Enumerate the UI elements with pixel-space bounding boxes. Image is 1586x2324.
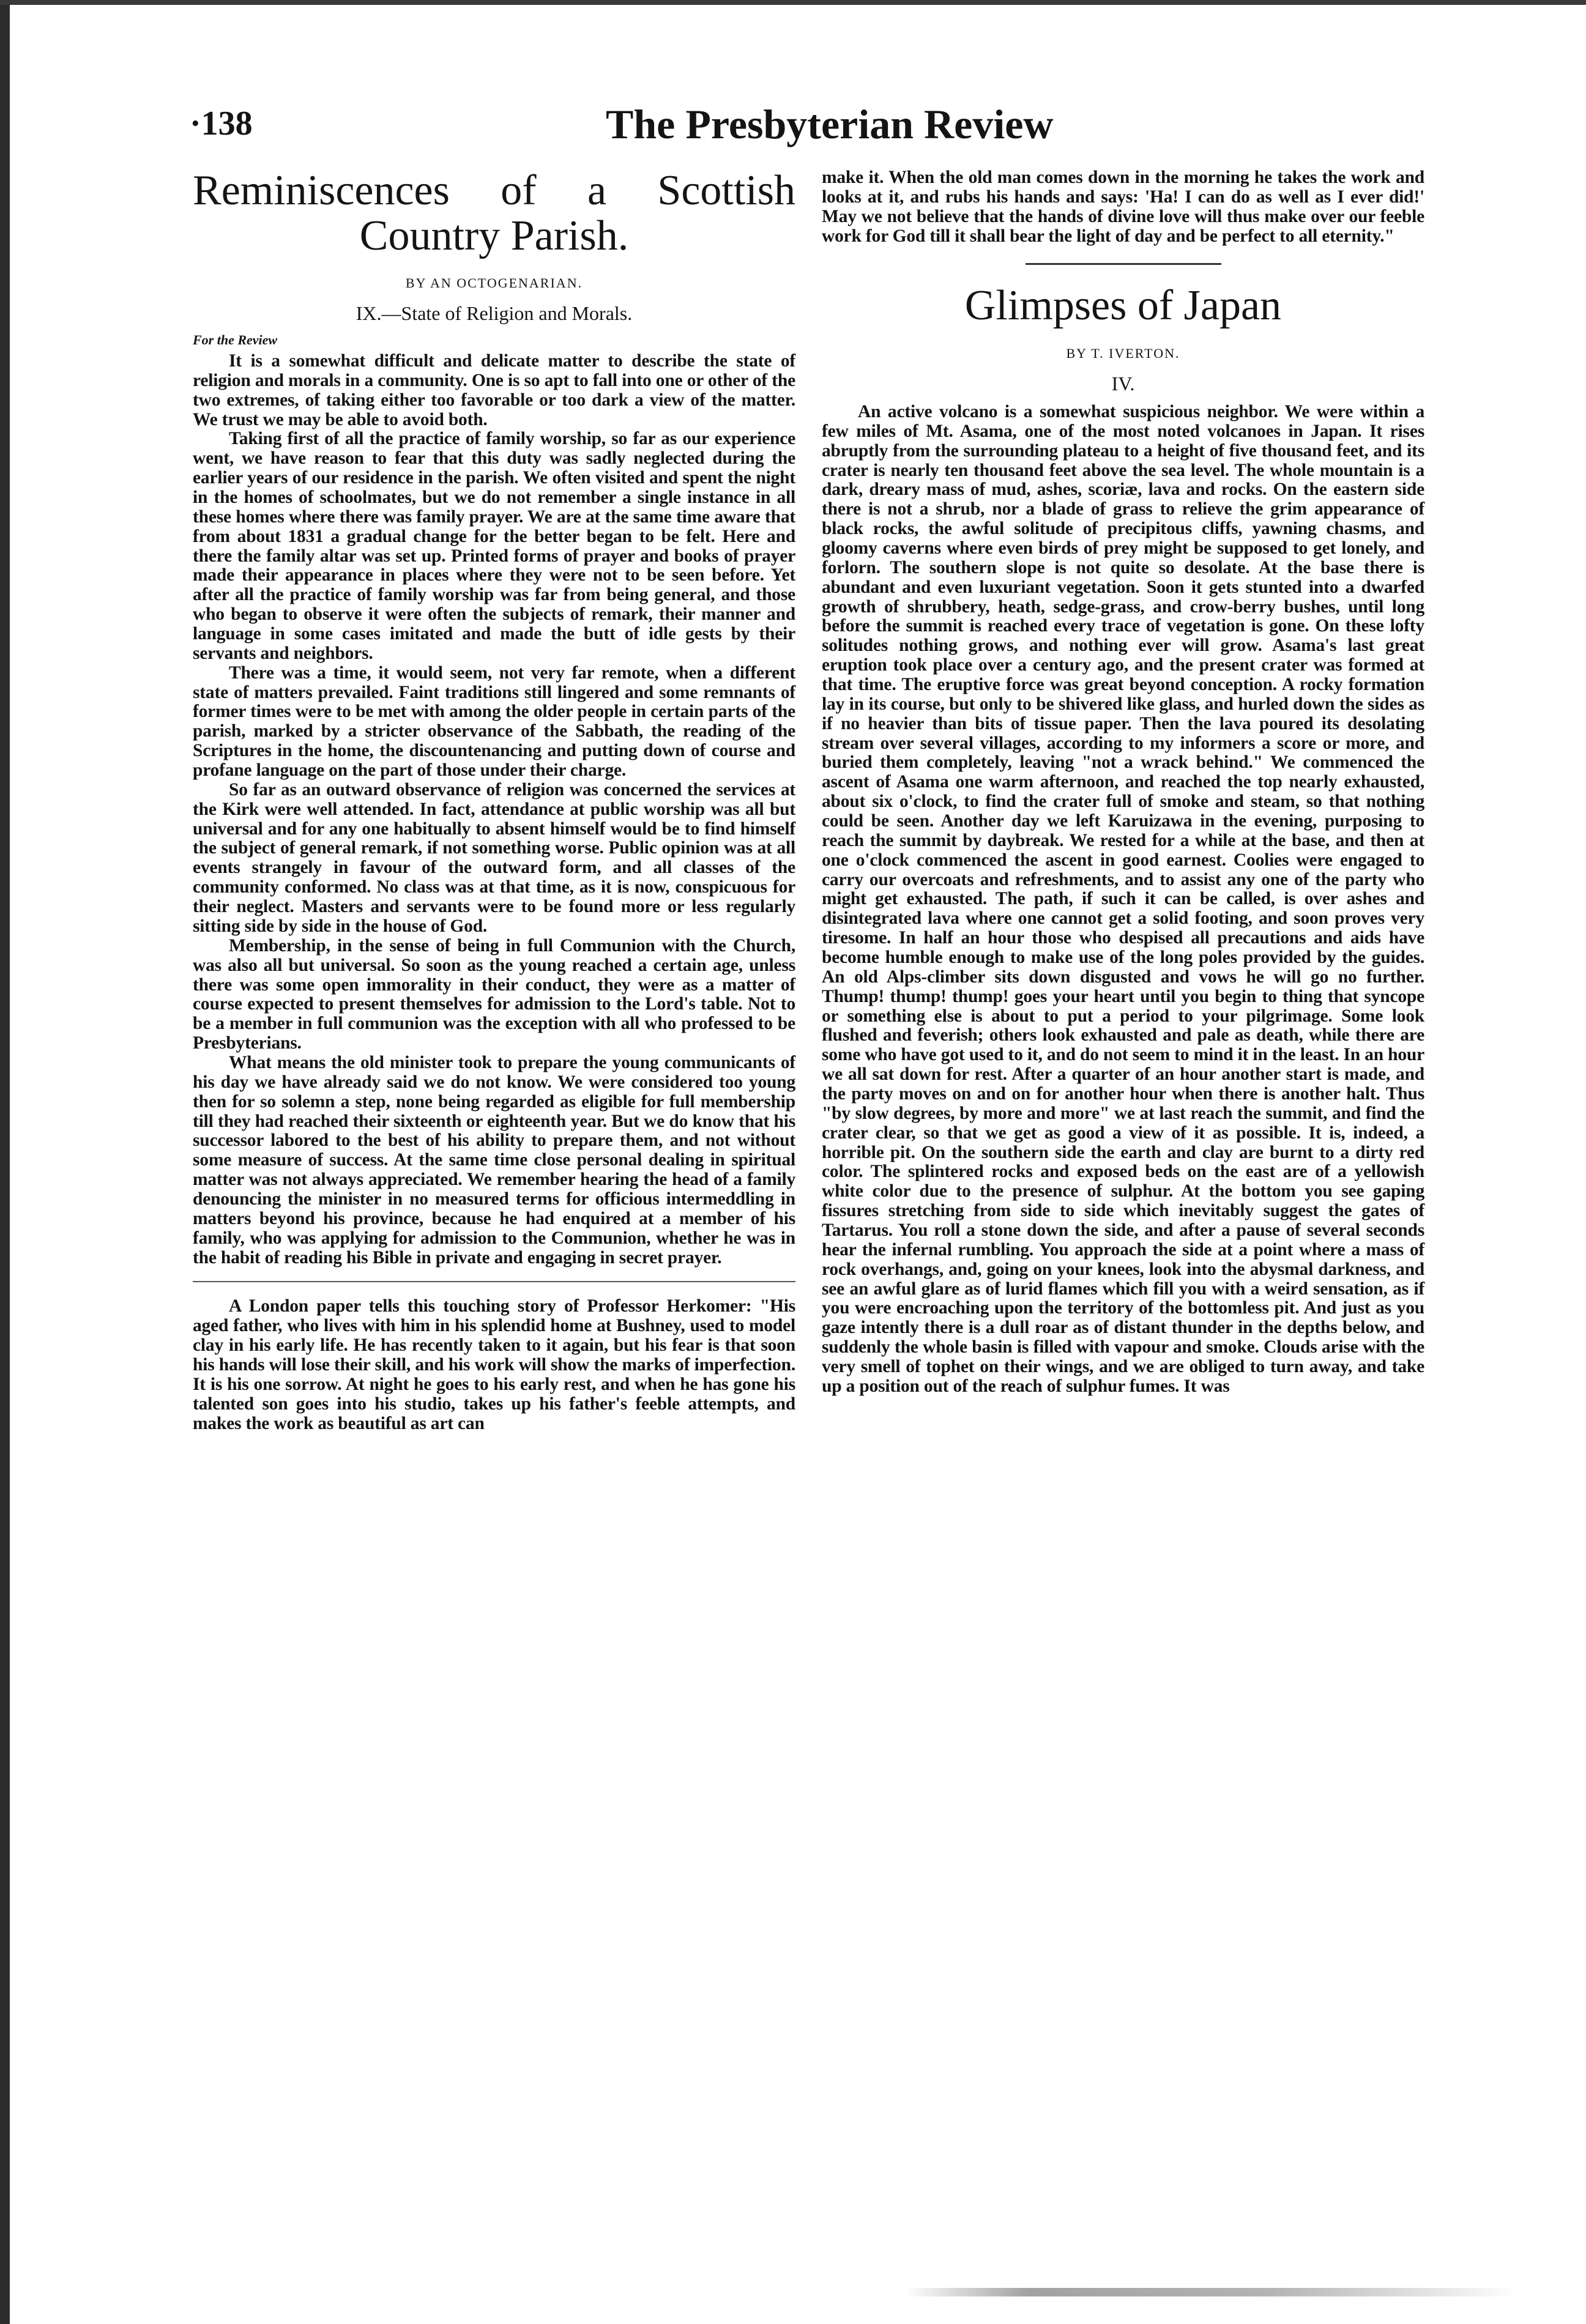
left-column	[193, 168, 795, 1433]
paragraph-1: It is a somewhat difficult and delicate matter to describe the state of religion and morals in a community. One is so apt to fall into one or other of the two extremes, of taking either too favorable or too dark a view of the matter. We trust we may be able to avoid both.	[193, 351, 795, 429]
scan-bottom-smudge	[906, 2288, 1517, 2296]
paragraph-6: What means the old minister took to prepare the young communicants of his day we have already said we do not know. We were considered too young then for so solemn a step, none being regarded as eligible for full membership till they had reached their sixteenth or eighteenth year. But we do know that his successor labored to the best of his ability to prepare them, and not without some measure of success. At the same time close personal dealing in spiritual matter was not always appreciated. We remember hearing the head of a family denouncing the minister in no measured terms for officious intermeddling in matters beyond his province, because he had enquired at a member of his family, who was applying for admission to the Communion, whether he was in the habit of reading his Bible in private and engaging in secret prayer.	[193, 1052, 795, 1268]
article-separator-rule	[1026, 263, 1221, 265]
paragraph-2: Taking first of all the practice of family worship, so far as our experience went, we have reason to fear that this duty was sadly neglected during the earlier years of our residence in the parish. We often visited and spent the night in the homes of schoolmates, but we do not remember a single instance in all these homes where there was family prayer. We are at the same time aware that from about 1831 a gradual change for the better began to be felt. Here and there the family altar was set up. Printed forms of prayer and books of prayer made their appearance in places where they were not to be seen before. Yet after all the practice of family worship was far from being general, and those who began to observe it were often the subjects of remark, their manner and language in some cases imitated and made the butt of idle gests by their servants and neighbors.	[193, 429, 795, 663]
paragraph-3: There was a time, it would seem, not very far remote, when a different state of matters prevailed. Faint traditions still lingered and some remnants of former times were to be met with among the older people in certain parts of the parish, marked by a stricter observance of the Sabbath, the reading of the Scriptures in the home, the discountenancing and putting down of course and profane language on the part of those under their charge.	[193, 663, 795, 781]
section-heading-ix: IX.—State of Religion and Morals.	[356, 302, 633, 324]
paragraph-5: Membership, in the sense of being in full Communion with the Church, was also all but universal. So soon as the young reached a certain age, unless there was some open immorality in their conduct, they were as a matter of course expected to present themselves for admission to the Lord's table. Not to be a member in full communion was the exception with all who professed to be Presbyterians.	[193, 935, 795, 1053]
right-column	[822, 168, 1424, 1397]
scan-top-border	[0, 0, 1586, 5]
herkomer-continuation: make it. When the old man comes down in the morning he takes the work and looks at it, and rubs his hands and says: 'Ha! I can do as well as I ever did!' May we not believe that the hands of divine love will thus make over our feeble work for God till it shall bear the light of day and be perfect to all eternity."	[822, 168, 1424, 246]
page-number: ·138	[190, 105, 253, 143]
paragraph-4: So far as an outward observance of religion was concerned the services at the Kirk were well attended. In fact, attendance at public worship was all but universal and for any one habitually to absent himself would be to find himself the subject of general remark, if not something worse. Public opinion was at all events strangely in favour of the outward form, and all classes of the community conformed. No class was at that time, as it is now, conspicuous for their neglect. Masters and servants were to be found more or less regularly sitting side by side in the house of God.	[193, 779, 795, 936]
section-heading-iv: IV.	[1111, 372, 1135, 395]
byline-iverton: BY T. IVERTON.	[1066, 345, 1180, 361]
japan-paragraph: An active volcano is a somewhat suspicious neighbor. We were within a few miles of Mt. Asama, one of the most noted volcanoes in Japan. It rises abruptly from the surrounding plateau to a height of five thousand feet, and its crater is nearly ten thousand feet above the sea level. The whole mountain is a dark, dreary mass of mud, ashes, scoriæ, lava and rocks. On the eastern side there is not a shrub, nor a blade of grass to relieve the grim appearance of black rocks, the awful solitude of precipitous cliffs, yawning chasms, and gloomy caverns where even birds of prey might be supposed to get lonely, and forlorn. The southern slope is not quite so desolate. At the base there is abundant and even luxuriant vegetation. Soon it gets stunted into a dwarfed growth of shrubbery, heath, sedge-grass, and crow-berry bushes, until long before the summit is reached every trace of vegetation is gone. On these lofty solitudes nothing grows, and nothing ever will grow. Asama's last great eruption took place over a century ago, and the present crater was formed at that time. The eruptive force was great beyond conception. A rocky formation lay in its course, but only to be shivered like glass, and hurled down the sides as if no heavier than bits of tissue paper. Then the lava poured its desolating stream over several villages, according to my informers a score or more, and buried them completely, leaving "not a wrack behind." We commenced the ascent of Asama one warm afternoon, and reached the top nearly exhausted, about six o'clock, to find the crater full of smoke and steam, so that nothing could be seen. Another day we left Karuizawa in the evening, purposing to reach the summit by daybreak. We rested for a while at the base, and then at one o'clock commenced the ascent in good earnest. Coolies were engaged to carry our overcoats and refreshments, and to assist any one of the party who might get exhausted. The path, if such it can be called, is over ashes and disintegrated lava where one cannot get a solid footing, and soon proves very tiresome. In half an hour those who despised all precautions and aids have become humble enough to make use of the long poles provided by the guides. An old Alps-climber sits down disgusted and vows he will go no further. Thump! thump! thump! goes your heart until you begin to thing that syncope or something else is about to put a period to your pilgrimage. Some look flushed and feverish; others look exhausted and pale as death, while there are some who have got used to it, and do not seem to mind it in the least. In an hour we all sat down for rest. After a quarter of an hour another start is made, and the party moves on and on for another hour when there is another halt. Thus "by slow degrees, by more and more" we at last reach the summit, and find the crater clear, so that we get as good a view of it as possible. It is, indeed, a horrible pit. On the southern side the earth and clay are burnt to a dirty red color. The splintered rocks and exposed beds on the east are of a yellowish white color due to the presence of sulphur. At the bottom you see gaping fissures stretching from side to side which inevitably suggest the gates of Tartarus. You roll a stone down the side, and after a pause of several seconds hear the infernal rumbling. You approach the side at a point where a mass of rock overhangs, and, going on your knees, look into the abysmal darkness, and see an awful glare as of lurid flames which fill you with a weird sensation, as if you were encroaching upon the territory of the bottomless pit. And just as you gaze intently there is a dull roar as of distant thunder in the depths below, and suddenly the whole basin is filled with vapour and smoke. Clouds arise with the very smell of tophet on their wings, and we are obliged to turn away, and take up a position out of the reach of sulphur fumes. It was	[822, 401, 1424, 1396]
page-header	[190, 101, 1413, 153]
herkomer-paragraph: A London paper tells this touching story of Professor Herkomer: "His aged father, who lives with him in his splendid home at Bushney, used to model clay in his early life. He has recently taken to it again, but his fear is that soon his hands will lose their skill, and his work will show the marks of imperfection. It is his one sorrow. At night he goes to his early rest, and when he has gone his talented son goes into his studio, takes up his father's feeble attempts, and makes the work as beautiful as art can	[193, 1296, 795, 1433]
scan-edge-shadow	[0, 0, 10, 2324]
column-divider-rule	[193, 1281, 795, 1282]
byline-octogenarian: BY AN OCTOGENARIAN.	[405, 275, 583, 291]
running-title: The Presbyterian Review	[606, 101, 1054, 147]
article-title-reminiscences: Reminiscences of a Scottish Country Parish.	[193, 167, 795, 259]
for-review-note: For the Review	[193, 332, 278, 347]
article-title-japan: Glimpses of Japan	[964, 282, 1282, 330]
